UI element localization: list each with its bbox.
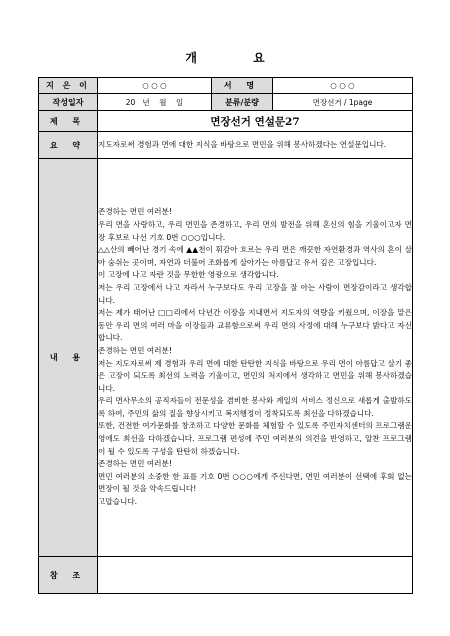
summary-label: 요 약 [39, 132, 98, 159]
category-label: 분류/분량 [212, 94, 273, 111]
content-paragraph: 또한, 건전한 여가문화를 창조하고 다양한 문화를 체험할 수 있도록 주민자치센터의 프로그램운영에도 최선을 다하겠습니다. 프로그램 편성에 주민 여러분의 의견을 반영하고, 알찬 프로그램이 될 수 있도록 구성을 탄탄히 하겠습니다. [98, 421, 412, 456]
author-label: 지 은 이 [39, 78, 98, 94]
summary-value: 지도자로써 경험과 면에 대한 지식을 바탕으로 면민을 위해 봉사하겠다는 연설문입니다. [98, 132, 413, 159]
author-value: ○ ○ ○ [98, 78, 212, 94]
content-body [98, 159, 413, 557]
content-row [39, 159, 413, 557]
subject-label: 제 목 [39, 111, 98, 132]
date-label: 작성일자 [39, 94, 98, 111]
category-value: 면장선거 / 1page [273, 94, 413, 111]
content-paragraph: 면민 여러분의 소중한 한 표를 기호 0번 ○○○에게 주신다면, 면민 여러분이 선택에 후회 없는 면장이 될 것을 약속드립니다! [98, 471, 412, 494]
content-paragraph: 저는 지도자로써 제 경험과 우리 면에 대한 탄탄한 지식을 바탕으로 우리 면이 아름답고 살기 좋은 고장이 되도록 최선의 노력을 기울이고, 면민의 처지에서 생각하고 면민을 위해 봉사하겠습니다. [98, 358, 412, 393]
content-label: 내 용 [39, 159, 98, 557]
content-paragraph: 존경하는 면민 여러분! [98, 459, 172, 469]
subject-row [39, 111, 413, 132]
content-paragraph: 존경하는 면민 여러분! [98, 207, 172, 217]
content-paragraph: 존경하는 면민 여러분! [98, 345, 172, 355]
content-paragraph: △△산의 빼어난 경기 속에 ▲▲천이 휘감아 흐르는 우리 면은 깨끗한 자연환경과 역사의 혼이 살아 숨쉬는 곳이며, 자연과 더불어 조화롭게 살아가는 아름답고 유서 깊은 고장입니다. [98, 245, 412, 267]
content-paragraph: 이 고장에 나고 자란 것을 무한한 영광으로 생각합니다. [98, 270, 279, 280]
reference-value [98, 557, 413, 594]
date-value: 20 년 월 일 [98, 94, 212, 111]
document-title: 개 요 [185, 51, 291, 65]
reference-label: 참 조 [39, 557, 98, 594]
author-row [39, 78, 413, 94]
content-paragraph: 우리 면사무소의 공직자들이 전문성을 겸비한 봉사와 계일의 서비스 정신으로 새롭게 출발하도록 하여, 주민의 삶의 질을 향상시키고 복지행정이 정착되도록 최선을 다하겠습니다. [98, 396, 412, 418]
overview-table [38, 77, 413, 594]
reference-row [39, 557, 413, 594]
content-paragraph: 우리 면을 사랑하고, 우리 면민을 존경하고, 우리 면의 발전을 위해 혼신의 힘을 기울이고자 면장 후보로 나선 기호 0번 ○○○입니다. [98, 219, 412, 242]
summary-row [39, 132, 413, 159]
signature-value: ○ ○ ○ [273, 78, 413, 94]
content-paragraph: 저는 제가 태어난 □□리에서 다년간 이장을 지내면서 지도자의 역량을 키웠으며, 이장을 맡은 동안 우리 면의 여러 마을 이장들과 교류함으로써 우리 면의 사정에 대해 누구보다 밝다고 자신합니다. [98, 308, 412, 343]
content-paragraph: 고맙습니다. [98, 497, 138, 507]
content-paragraph: 저는 우리 고장에서 나고 자라서 누구보다도 우리 고장을 잘 아는 사람이 면장감이라고 생각합니다. [98, 282, 412, 305]
date-row [39, 94, 413, 111]
signature-label: 서 명 [212, 78, 273, 94]
subject-value: 면장선거 연설문27 [98, 111, 413, 132]
